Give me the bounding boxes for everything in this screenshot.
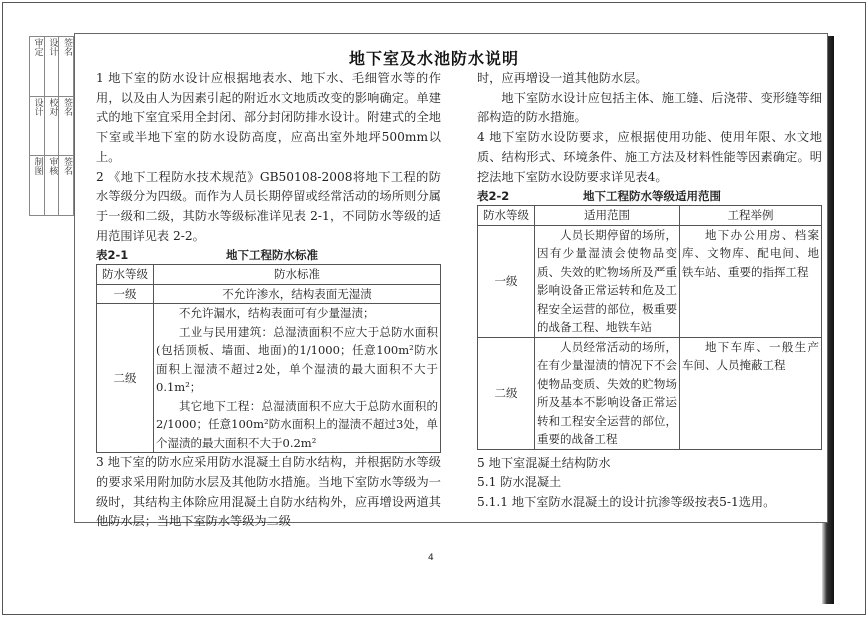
waterproof-standard-table [96,264,441,453]
table-header: 防水等级 [97,265,154,285]
left-column [96,69,441,532]
table-title: 地下工程防水等级适用范围 [583,189,721,204]
table-header: 防水标准 [154,265,441,285]
paragraph: 3 地下室的防水应采用防水混凝土自防水结构，并根据防水等级的要求采用附加防水层及其他防水措施。当地下室防水等级为一级时，其结构主体除应用混凝土自防水结构外，应再增设两道其他防水层；当地下室防水等级为二级 [96,455,441,529]
page-number: 4 [428,553,434,563]
table-text: 工业与民用建筑：总湿渍面积不应大于总防水面积(包括顶板、墙面、地面)的1/1000；任意100m²防水面积上湿渍不超过2处，单个湿渍的最大面积不大于0.1m²； [156,324,438,395]
sig-cell: 审核 [44,156,59,216]
sig-cell: 校对 [44,96,59,156]
table-text: 人员经常活动的场所，在有少量湿渍的情况下不会使物品变质、失效的贮物场所及基本不影响设备正常运转和工程安全运营的部位，重要的战备工程 [537,339,677,447]
table-cell: 不允许渗水，结构表面无湿渍 [154,284,441,304]
sig-cell: 设计 [30,96,45,156]
section-heading: 5 地下室混凝土结构防水 [477,455,611,470]
paragraph: 1 地下室的防水设计应根据地表水、地下水、毛细管水等的作用，以及由人为因素引起的附近水文地质改变的影响确定。单建式的地下室宜采用全封闭、部分封闭防排水设计。附建式的全地下室或半地下室的防水设防高度，应高出室外地坪500mm以上。 [96,71,441,164]
right-column [477,69,822,513]
table-cell: 二级 [97,304,154,453]
table-cell: 一级 [97,284,154,304]
table-text: 地下办公用房、档案库、文物库、配电间、地铁车站、重要的指挥工程 [682,227,819,279]
table-number: 表2-2 [477,189,510,204]
table-cell [154,304,441,453]
table-text: 人员长期停留的场所，因有少量湿渍会使物品变质、失效的贮物场所及严重影响设备正常运转和危及工程安全运营的部位，极重要的战备工程、地铁车站 [537,227,677,335]
table-cell [680,225,822,337]
table-cell [680,337,822,449]
table-cell [535,225,680,337]
table-header: 防水等级 [478,206,535,226]
table-title: 地下工程防水标准 [226,248,318,263]
page-title: 地下室及水池防水说明 [348,49,519,68]
sig-cell: 签名 [59,156,74,216]
sig-cell: 签名 [59,37,74,97]
sig-cell: 设计 [44,37,59,97]
table-number: 表2-1 [96,248,129,263]
paragraph: 时，应再增设一道其他防水层。 [477,71,648,85]
paragraph: 地下室防水设计应包括主体、施工缝、后浇带、变形缝等细部构造的防水措施。 [477,90,822,125]
paragraph: 5.1.1 地下室防水混凝土的设计抗渗等级按表5-1选用。 [477,495,776,510]
table-text: 不允许漏水，结构表面可有少量湿渍； [179,306,375,321]
waterproof-grade-table [477,205,822,450]
table-text: 地下车库、一般生产车间、人员掩蔽工程 [682,339,819,373]
table-cell: 二级 [478,337,535,449]
table-header: 适用范围 [535,206,680,226]
paragraph: 4 地下室防水设防要求，应根据使用功能、使用年限、水文地质、结构形式、环境条件、施工方法及材料性能等因素确定。明挖法地下室防水设防要求详见表4。 [477,130,822,184]
section-heading: 5.1 防水混凝土 [477,475,562,490]
paragraph: 2 《地下工程防水技术规范》GB50108-2008将地下工程的防水等级分为四级。而作为人员长期停留或经常活动的场所则分属于一级和二级，其防水等级标准详见表 2-1，不同防水等级的适用范围详见表 2-2。 [96,169,441,243]
table-caption [477,187,822,205]
table-cell [535,337,680,449]
table-text: 其它地下工程：总湿渍面积不应大于总防水面积的2/1000；任意100m²防水面积上的湿渍不超过3处，单个湿渍的最大面积不大于0.2m² [156,398,438,450]
table-cell: 一级 [478,225,535,337]
table-header: 工程举例 [680,206,822,226]
sig-cell: 签名 [59,96,74,156]
sig-cell: 制图 [30,156,45,216]
table-caption [96,246,441,264]
sig-cell: 审定 [30,37,45,97]
